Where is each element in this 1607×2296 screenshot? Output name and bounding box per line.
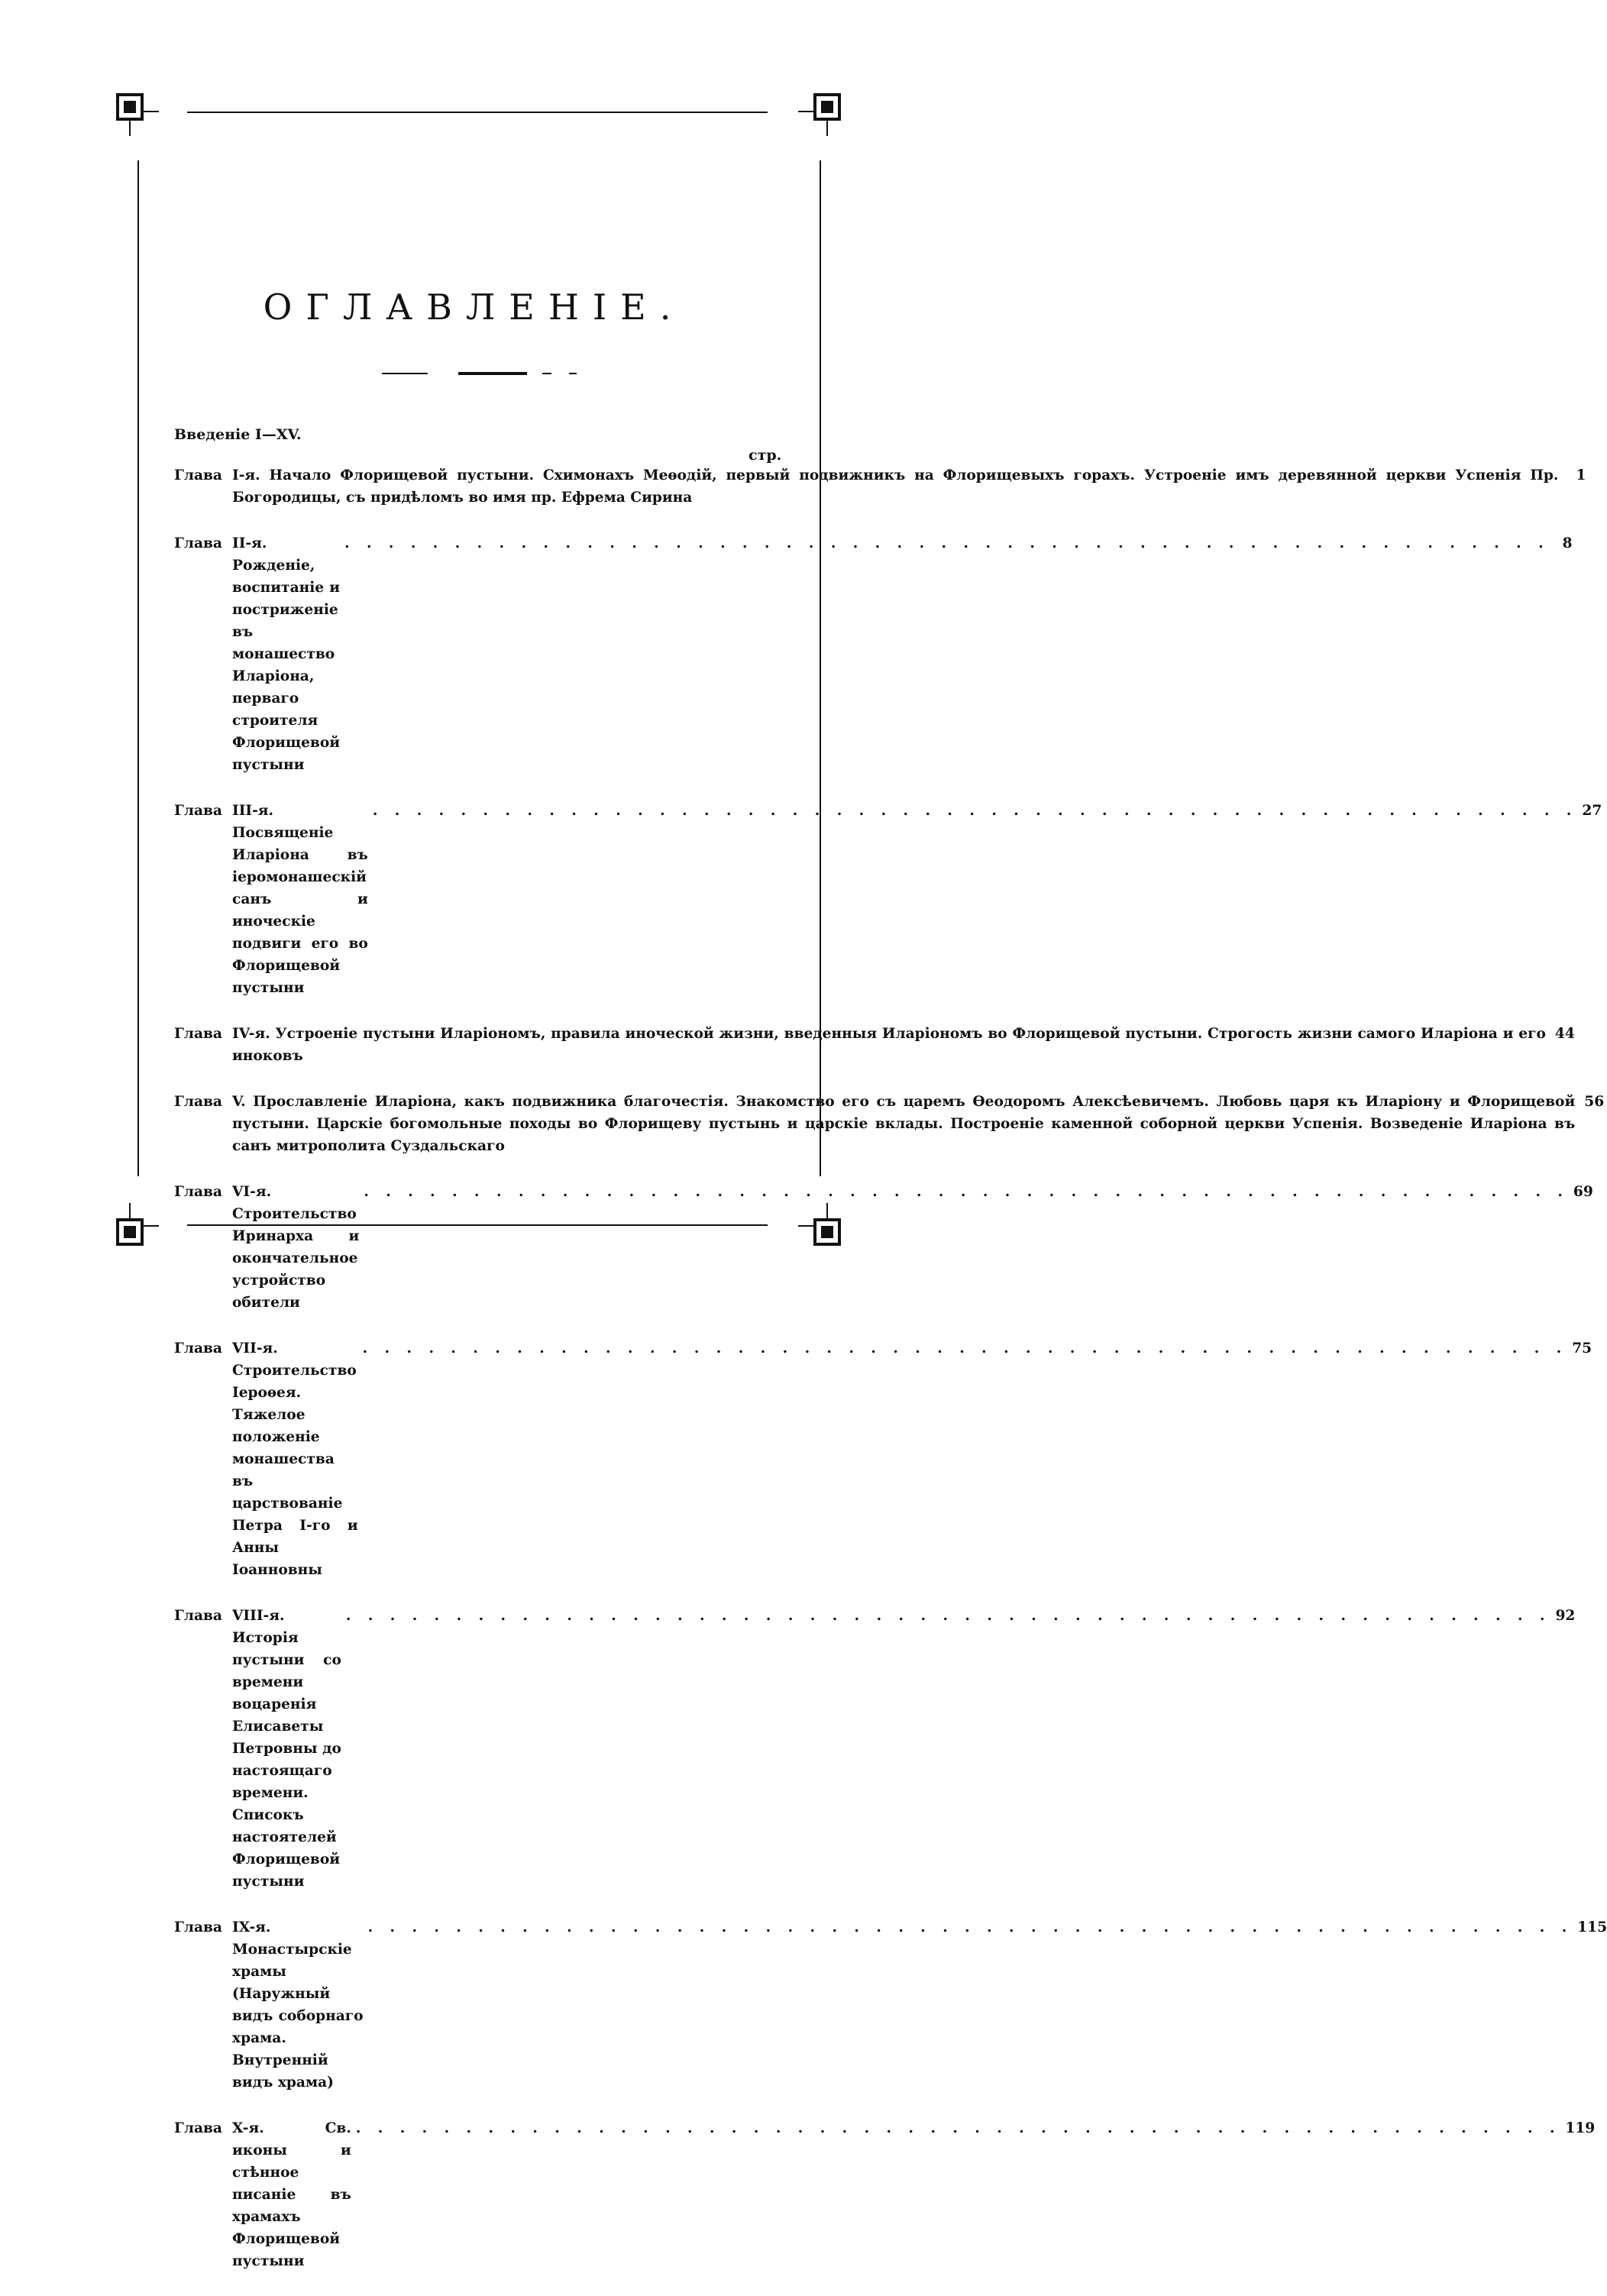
corner-ornament-top-right xyxy=(798,92,842,136)
chapter-label: Глава xyxy=(174,467,222,483)
chapter-label: Глава xyxy=(174,1919,222,1935)
toc-entry xyxy=(174,464,1586,509)
leader-dots xyxy=(363,1337,1568,1360)
page-number: 56 xyxy=(1584,1094,1605,1110)
chapter-label: Глава xyxy=(174,1340,222,1357)
toc-entry xyxy=(174,532,1573,776)
table-of-contents xyxy=(174,464,1607,2296)
toc-entry xyxy=(174,1605,1576,1893)
chapter-title: II-я. Рожденіе, воспитаніе и постриженіе въ монашество Иларіона, перваго строителя Флорищевой пустыни xyxy=(232,535,341,773)
toc-entry xyxy=(174,800,1602,999)
toc-entry xyxy=(174,1337,1592,1581)
chapter-label: Глава xyxy=(174,535,222,551)
page-number: 92 xyxy=(1555,1608,1576,1624)
chapter-label: Глава xyxy=(174,1184,222,1200)
page-number: 75 xyxy=(1572,1340,1592,1357)
page-number: 27 xyxy=(1582,803,1602,819)
chapter-title: IX-я. Монастырскіе храмы (Наружный видъ соборнаго храма. Внутренній видъ храма) xyxy=(232,1919,364,2091)
leader-dots xyxy=(368,1916,1573,1939)
page-number: 44 xyxy=(1554,1026,1575,1042)
leader-dots xyxy=(373,800,1578,822)
toc-entry xyxy=(174,1023,1575,1067)
title-divider xyxy=(382,371,588,376)
toc-entry xyxy=(174,1091,1605,1157)
frame-top-line xyxy=(187,112,768,113)
leader-dots xyxy=(344,532,1550,555)
page-column-label: стр. xyxy=(749,447,782,464)
chapter-title: III-я. Посвященіе Иларіона въ іеромонашескій санъ и иноческіе подвиги его во Флорищевой пустыни xyxy=(232,803,368,996)
chapter-title: IV-я. Устроеніе пустыни Иларіономъ, правила иноческой жизни, введенныя Иларіономъ во Флорищевой пустыни. Строгость жизни самого Иларіона и его иноковъ xyxy=(232,1026,1546,1064)
leader-dots xyxy=(364,1181,1569,1203)
toc-entry xyxy=(174,2117,1596,2272)
chapter-title: X-я. Св. иконы и стѣнное писаніе въ храмахъ Флорищевой пустыни xyxy=(232,2120,351,2269)
leader-dots xyxy=(356,2117,1561,2139)
chapter-title: VIII-я. Исторія пустыни со времени воцаренія Елисаветы Петровны до настоящаго времени. Списокъ настоятелей Флорищевой пустыни xyxy=(232,1608,341,1890)
chapter-title: V. Прославленіе Иларіона, какъ подвижника благочестія. Знакомство его съ царемъ Ѳеодоромъ Алексѣевичемъ. Любовь царя къ Иларіону и Флорищевой пустыни. Царскіе богомольные походы во Флорищеву пустынь и царскіе вклады. Построеніе каменной соборной церкви Успенія. Возведеніе Иларіона въ санъ митрополита Суздальскаго xyxy=(232,1094,1576,1154)
corner-ornament-bottom-left xyxy=(115,1203,159,1247)
page-number: 8 xyxy=(1562,535,1573,551)
page-title: ОГЛАВЛЕНІЕ. xyxy=(263,286,685,328)
chapter-title: I-я. Начало Флорищевой пустыни. Схимонахъ Меѳодій, первый подвижникъ на Флорищевыхъ горахъ. Устроеніе имъ деревянной церкви Успенія Пр. Богородицы, съ придѣломъ во имя пр. Ефрема Сирина xyxy=(232,467,1559,506)
page-number: 119 xyxy=(1565,2120,1596,2136)
leader-dots xyxy=(346,1605,1551,1627)
chapter-title: VII-я. Строительство Іероѳея. Тяжелое положеніе монашества въ царствованіе Петра I-го и Анны Іоанновны xyxy=(232,1340,358,1578)
chapter-label: Глава xyxy=(174,1026,222,1042)
corner-ornament-top-left xyxy=(115,92,159,136)
toc-entry xyxy=(174,1181,1593,1314)
toc-entry xyxy=(174,1916,1607,2094)
page-number: 69 xyxy=(1573,1184,1593,1200)
chapter-label: Глава xyxy=(174,2120,222,2136)
page-number: 115 xyxy=(1577,1919,1607,1935)
page-number: 1 xyxy=(1576,467,1586,483)
chapter-label: Глава xyxy=(174,803,222,819)
chapter-title: VI-я. Строительство Иринарха и окончательное устройство обители xyxy=(232,1184,360,1311)
chapter-label: Глава xyxy=(174,1094,222,1110)
chapter-label: Глава xyxy=(174,1608,222,1624)
introduction-line: Введеніе I—XV. xyxy=(174,426,302,443)
